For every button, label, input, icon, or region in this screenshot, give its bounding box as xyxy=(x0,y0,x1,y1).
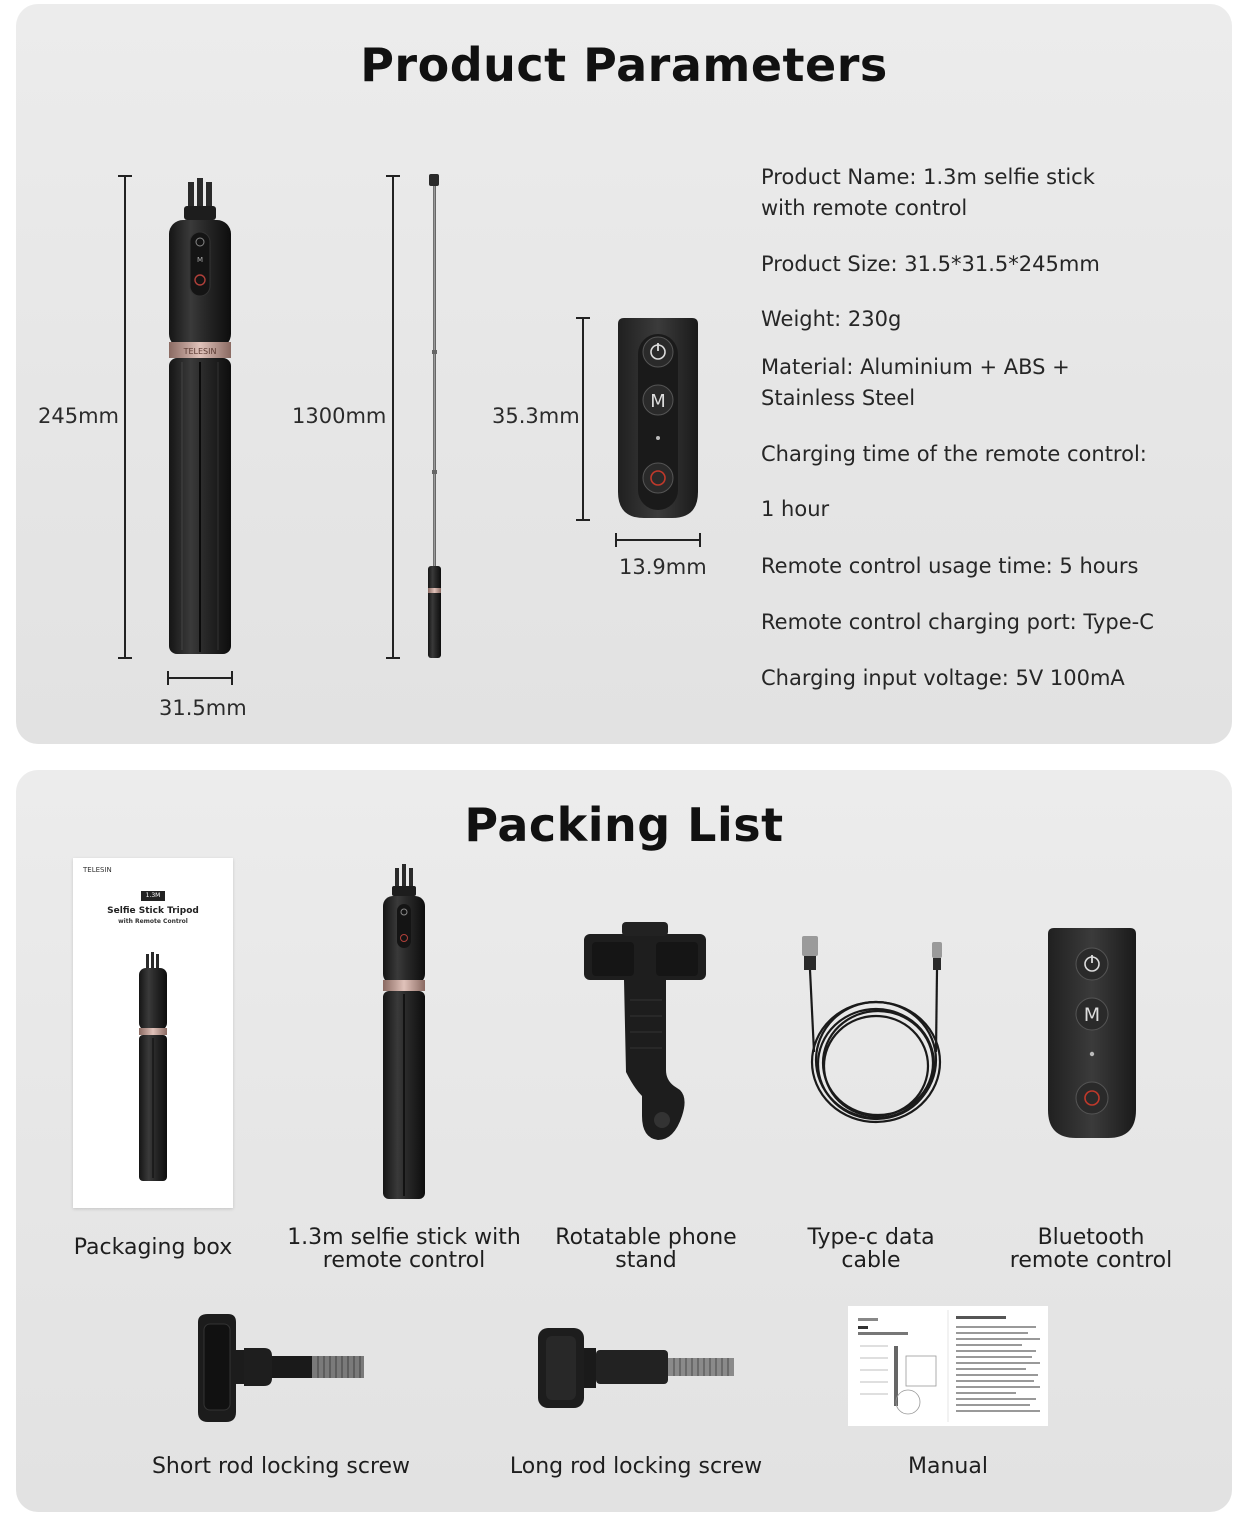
spec-product-name: Product Name: 1.3m selfie stick with remote control xyxy=(761,165,1095,220)
extended-dimension-label: 1300mm xyxy=(292,404,387,428)
remote-height-dimension-label: 35.3mm xyxy=(492,404,580,428)
caption-manual: Manual xyxy=(908,1454,988,1479)
caption-short-rod-screw: Short rod locking screw xyxy=(151,1454,411,1479)
box-subheading: with Remote Control xyxy=(118,918,188,925)
svg-text:M: M xyxy=(1083,1004,1101,1026)
long-rod-screw-image xyxy=(536,1326,740,1410)
spec-weight: Weight: 230g xyxy=(761,307,902,331)
caption-packaging-box: Packaging box xyxy=(73,1235,233,1260)
extended-dimension-line xyxy=(384,174,404,660)
width-dimension-label: 31.5mm xyxy=(159,696,247,720)
spec-usage-time: Remote control usage time: 5 hours xyxy=(761,554,1139,578)
width-dimension-line xyxy=(166,670,234,686)
caption-selfie-stick: 1.3m selfie stick with remote control xyxy=(287,1225,521,1273)
short-rod-screw-image xyxy=(192,1312,372,1424)
spec-charging-port: Remote control charging port: Type-C xyxy=(761,610,1154,634)
spec-charging-time-value: 1 hour xyxy=(761,497,830,521)
height-dimension-line xyxy=(116,174,136,660)
remote-control-image xyxy=(614,316,702,522)
svg-text:M: M xyxy=(650,391,666,412)
selfie-stick-folded-image xyxy=(164,176,236,662)
caption-data-cable: Type-c data cable xyxy=(807,1225,935,1273)
bluetooth-remote-image xyxy=(1044,926,1140,1142)
brand-band-text: TELESIN xyxy=(183,347,217,356)
spec-product-size: Product Size: 31.5*31.5*245mm xyxy=(761,252,1100,276)
spec-material: Material: Aluminium + ABS + Stainless Steel xyxy=(761,355,1070,410)
spec-charging-time-label: Charging time of the remote control: xyxy=(761,442,1147,466)
box-heading: Selfie Stick Tripod xyxy=(107,906,199,916)
svg-text:M: M xyxy=(196,256,204,264)
manual-image xyxy=(848,1306,1048,1426)
spec-input-voltage: Charging input voltage: 5V 100mA xyxy=(761,666,1125,690)
height-dimension-label: 245mm xyxy=(38,404,119,428)
packing-title: Packing List xyxy=(464,798,784,852)
phone-stand-image xyxy=(582,920,708,1146)
packaging-box-image xyxy=(73,858,233,1208)
parameters-title: Product Parameters xyxy=(360,38,888,92)
remote-width-dimension-label: 13.9mm xyxy=(619,555,707,579)
data-cable-image xyxy=(796,932,956,1132)
selfie-stick-extended-image xyxy=(420,170,450,662)
remote-width-dimension-line xyxy=(614,532,702,548)
caption-phone-stand: Rotatable phone stand xyxy=(555,1225,737,1273)
caption-long-rod-screw: Long rod locking screw xyxy=(509,1454,763,1479)
caption-bluetooth-remote: Bluetooth remote control xyxy=(1009,1225,1173,1273)
product-parameters-panel xyxy=(16,4,1232,744)
box-brand: TELESIN xyxy=(83,866,112,874)
box-badge: 1.3M xyxy=(141,891,165,901)
packing-list-panel xyxy=(16,770,1232,1512)
selfie-stick-image xyxy=(380,864,428,1204)
